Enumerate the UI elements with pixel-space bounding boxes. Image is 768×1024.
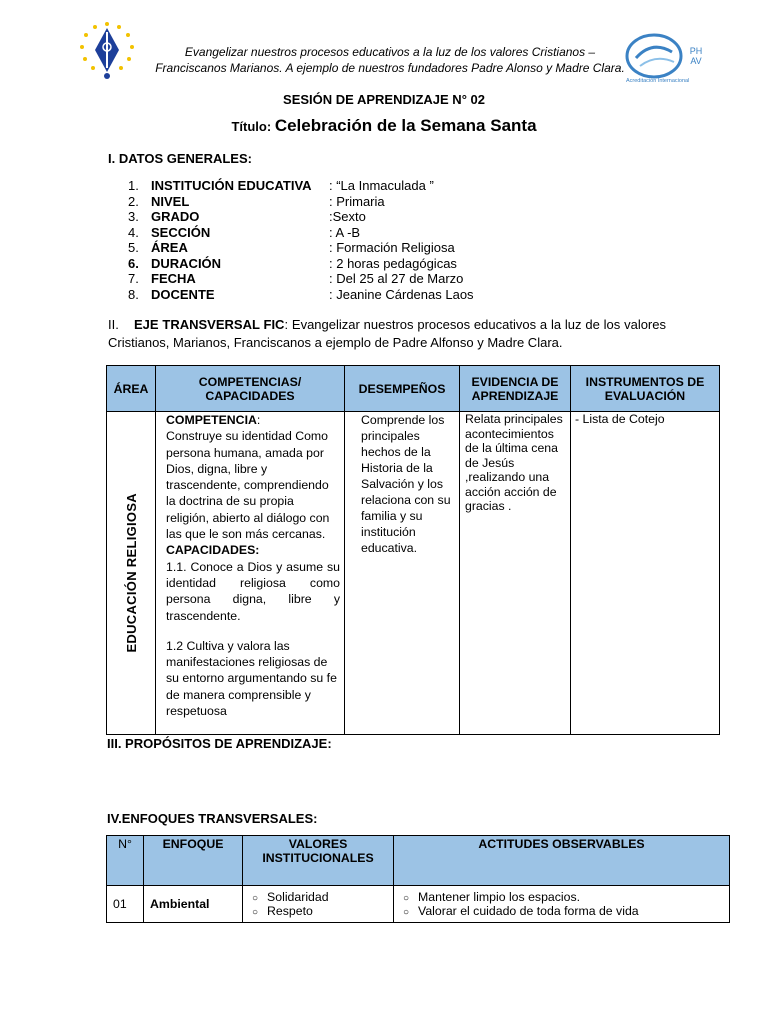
school-logo	[72, 20, 142, 82]
table-row	[107, 886, 730, 923]
row-number: 8.	[128, 286, 139, 302]
general-row	[128, 178, 474, 194]
row-value: :Sexto	[329, 209, 366, 224]
row-number: 7.	[128, 271, 139, 286]
motto-line-2: Franciscanos Marianos. A ejemplo de nuestros fundadores Padre Alonso y Madre Clara.	[155, 61, 625, 75]
row-enfoque: Ambiental	[144, 886, 243, 923]
section-heading-propositos: III. PROPÓSITOS DE APRENDIZAJE:	[107, 736, 332, 751]
evidencia-cell: Relata principales acontecimientos de la última cena de Jesús ,realizando una acción acción de gracias .	[460, 412, 571, 735]
row-value: : A -B	[329, 224, 361, 240]
competencies-table	[106, 365, 720, 735]
attitude-item: ○ Mantener limpio los espacios.	[395, 890, 728, 904]
attitude-item: ○ Valorar el cuidado de toda forma de vida	[395, 904, 728, 918]
enfoques-table	[106, 835, 730, 923]
accreditation-logo-text: PH AV	[689, 46, 703, 66]
row-label: SECCIÓN	[151, 224, 211, 240]
general-row	[128, 225, 474, 241]
row-number: 6.	[128, 255, 139, 271]
row-label: INSTITUCIÓN EDUCATIVA	[151, 178, 312, 193]
instrumentos-cell: - Lista de Cotejo	[571, 412, 720, 735]
motto-line-1: Evangelizar nuestros procesos educativos a la luz de los valores Cristianos –	[184, 45, 596, 59]
title-line	[0, 116, 768, 136]
section-number: II.	[108, 317, 119, 332]
competencia-text: Construye su identidad Como persona humana, amada por Dios, digna, libre y trascendente, comprendiendo la doctrina de su propia religión, abierto al diálogo con las que le son más cercanas.	[166, 429, 330, 542]
general-data-list	[128, 178, 474, 302]
table-header-row	[107, 366, 720, 412]
general-row	[128, 194, 474, 210]
accreditation-logo-subtext: Acreditación Internacional	[626, 78, 690, 84]
header-instrumentos: INSTRUMENTOS DE EVALUACIÓN	[571, 366, 720, 412]
row-number: 5.	[128, 240, 139, 255]
table-row	[107, 412, 720, 735]
row-label: FECHA	[151, 271, 196, 286]
header-enfoque: ENFOQUE	[144, 836, 243, 886]
row-number: 1.	[128, 178, 139, 193]
table-header-row	[107, 836, 730, 886]
row-label: ÁREA	[151, 240, 188, 255]
header-evidencia: EVIDENCIA DE APRENDIZAJE	[460, 366, 571, 412]
accreditation-logo	[622, 32, 712, 90]
row-num: 01	[107, 886, 144, 923]
row-valores	[243, 886, 394, 923]
desempenos-cell: Comprende los principales hechos de la Historia de la Salvación y los relaciona con su familia y su institución educativa.	[345, 412, 460, 735]
header-competencias: COMPETENCIAS/ CAPACIDADES	[156, 366, 345, 412]
row-number: 4.	[128, 224, 139, 240]
row-number: 3.	[128, 209, 139, 224]
title-label: Título:	[231, 119, 272, 134]
row-label: NIVEL	[151, 193, 190, 209]
page-title: Celebración de la Semana Santa	[274, 116, 537, 135]
row-value: : Jeanine Cárdenas Laos	[329, 286, 474, 302]
row-value: : Primaria	[329, 193, 385, 209]
value-item: ○ Respeto	[244, 904, 392, 918]
general-row	[128, 256, 474, 272]
capacidades-label: CAPACIDADES:	[166, 543, 260, 558]
general-row	[128, 240, 474, 256]
capacidad-2: 1.2 Cultiva y valora las manifestaciones religiosas de su entorno argumentando su fe de manera comprensible y respetuosa	[166, 638, 337, 719]
row-label: GRADO	[151, 209, 200, 224]
eje-label: EJE TRANSVERSAL FIC	[134, 317, 285, 332]
row-label: DOCENTE	[151, 286, 215, 302]
section-heading-general: I. DATOS GENERALES:	[108, 151, 252, 166]
row-actitudes	[394, 886, 730, 923]
area-cell	[107, 412, 156, 735]
session-number: SESIÓN DE APRENDIZAJE N° 02	[283, 92, 485, 107]
row-label: DURACIÓN	[151, 255, 222, 271]
row-value: : 2 horas pedagógicas	[329, 255, 457, 271]
general-row	[128, 209, 474, 225]
general-row	[128, 287, 474, 303]
row-value: : Del 25 al 27 de Marzo	[329, 271, 464, 286]
header-desempenos: DESEMPEÑOS	[345, 366, 460, 412]
header-area: ÁREA	[107, 366, 156, 412]
section-eje-transversal	[108, 316, 666, 352]
row-number: 2.	[128, 193, 139, 209]
row-value: : “La Inmaculada ”	[329, 178, 434, 193]
general-row	[128, 271, 474, 287]
area-label: EDUCACIÓN RELIGIOSA	[123, 493, 139, 653]
row-value: : Formación Religiosa	[329, 240, 455, 255]
capacidad-1: 1.1. Conoce a Dios y asume su identidad religiosa como persona digna, libre y trascendente.	[166, 559, 340, 623]
section-heading-enfoques: IV.ENFOQUES TRANSVERSALES:	[107, 811, 318, 826]
competencia-label: COMPETENCIA	[166, 413, 257, 427]
value-item: ○ Solidaridad	[244, 890, 392, 904]
eje-text: : Evangelizar nuestros procesos educativos a la luz de los valores Cristianos, Marianos, Franciscanos a ejemplo de Padre Alfonso y Madre Clara.	[108, 317, 666, 350]
header-num: N°	[107, 836, 144, 886]
competencias-cell: COMPETENCIA: Construye su identidad Como persona humana, amada por Dios, digna, libre y trascendente, comprendiendo la doctrina de su propia religión, abierto al diálogo con las que le son más cercanas. CAPACIDADES: 1.1. Conoce a Dios y asume su identidad religiosa como persona digna, libre y trascendente. 1.2 Cultiva y valora las manifestaciones religiosas de su entorno argumentando su fe de manera comprensible y respetuosa	[156, 412, 345, 735]
header-actitudes: ACTITUDES OBSERVABLES	[394, 836, 730, 886]
header-valores: VALORES INSTITUCIONALES	[243, 836, 394, 886]
motto	[150, 44, 630, 76]
